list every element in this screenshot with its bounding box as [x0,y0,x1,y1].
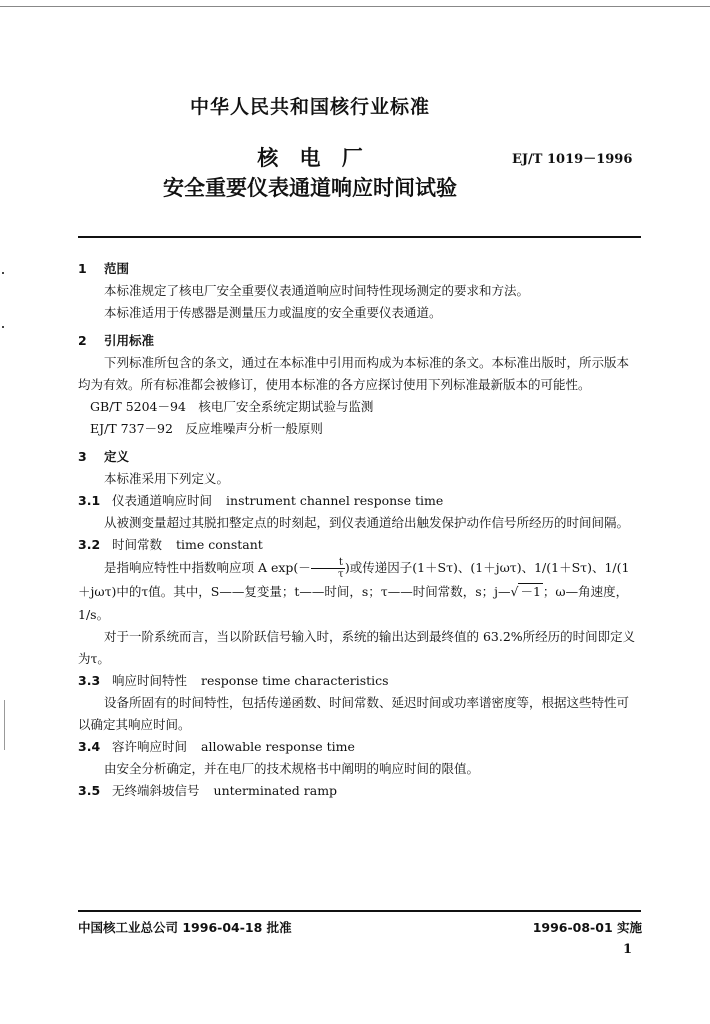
organization-heading: 中华人民共和国核行业标准 [189,96,430,118]
section-number: 1 [78,261,87,276]
definition-number: 3.5 [78,783,101,798]
definition-heading [78,534,641,556]
section-heading-2 [78,330,641,352]
paragraph: 本标准适用于传感器是测量压力或温度的安全重要仪表通道。 [104,305,442,320]
effective-date: 1996-08-01 实施 [532,920,642,935]
definition-number: 3.2 [78,537,101,552]
definition-number: 3.1 [78,493,101,508]
definition-term-en: allowable response time [201,739,355,754]
document-body [78,252,641,802]
page-number: 1 [622,942,632,957]
scan-speck [2,272,4,274]
section-title: 范围 [104,261,130,276]
formula-text: ；ω—角速度，1/s。 [78,584,629,622]
reference-item: EJ/T 737－92 反应堆噪声分析一般原则 [90,421,323,436]
definition-term-en: instrument channel response time [226,493,444,508]
standard-code: EJ/T 1019－1996 [512,152,633,167]
square-root: －1 [520,584,541,599]
section-title: 定义 [104,449,130,464]
formula-text: )或传递因子(1＋Sτ)、(1＋jωτ)、1/(1＋Sτ)、1/(1＋jωτ)中的τ值。其中，S——复变量；t——时间，s；τ——时间常数，s；j— [78,560,630,599]
header-divider [78,236,641,238]
document-title-line1: 核 电 厂 [257,146,363,170]
definition-text: 从被测变量超过其脱扣整定点的时刻起，到仪表通道给出触发保护动作信号所经历的时间间隔。 [104,515,630,530]
fraction [311,557,345,580]
definition-text: 设备所固有的时间特性，包括传递函数、时间常数、延迟时间或功率谱密度等，根据这些特性可以确定其响应时间。 [78,695,630,732]
definition-term-cn: 无终端斜坡信号 [112,783,200,798]
definition-term-cn: 容许响应时间 [112,739,188,754]
fraction-numerator: t [311,557,345,569]
definition-heading [78,736,641,758]
section-number: 2 [78,333,87,348]
approval-info: 中国核工业总公司 1996-04-18 批准 [78,920,292,935]
definition-number: 3.3 [78,673,101,688]
fraction-denominator: τ [338,569,344,580]
definition-term-en: response time characteristics [201,673,389,688]
scan-top-rule [0,6,710,7]
section-heading-3 [78,446,641,468]
formula-text: 是指响应特性中指数响应项 A exp(－ [104,560,311,575]
definition-text: 是指响应特性中指数响应项 A exp(－ $\frac{t}{\tau}$ )或传递因子(1＋Sτ)、(1＋jωτ)、1/(1＋Sτ)、1/(1＋jωτ)中的τ值。其中，S——复变量；t——时间，s；τ——时间常数，s；j—√ －1 ；ω—角速度，1/s。 [78,557,630,622]
definition-heading [78,490,641,512]
definition-term-en: unterminated ramp [213,783,338,798]
definition-term-cn: 时间常数 [112,537,163,552]
scan-speck [2,326,4,328]
reference-item: GB/T 5204－94 核电厂安全系统定期试验与监测 [90,399,374,414]
definition-term-cn: 仪表通道响应时间 [112,493,213,508]
definition-text: 对于一阶系统而言，当以阶跃信号输入时，系统的输出达到最终值的 63.2%所经历的时间即定义为τ。 [78,629,636,666]
paragraph: 本标准采用下列定义。 [104,471,230,486]
definition-term-en: time constant [176,537,263,552]
definition-heading [78,780,641,802]
definition-term-cn: 响应时间特性 [112,673,188,688]
scan-speck [4,700,5,750]
paragraph: 本标准规定了核电厂安全重要仪表通道响应时间特性现场测定的要求和方法。 [104,283,530,298]
definition-heading [78,670,641,692]
section-heading-1 [78,258,641,280]
section-title: 引用标准 [104,333,155,348]
definition-text: 由安全分析确定，并在电厂的技术规格书中阐明的响应时间的限值。 [104,761,480,776]
document-title-line2: 安全重要仪表通道响应时间试验 [163,176,457,200]
paragraph: 下列标准所包含的条文，通过在本标准中引用而构成为本标准的条文。本标准出版时，所示版本均为有效。所有标准都会被修订，使用本标准的各方应探讨使用下列标准最新版本的可能性。 [78,355,630,392]
section-number: 3 [78,449,87,464]
definition-number: 3.4 [78,739,101,754]
footer-divider [78,910,641,912]
